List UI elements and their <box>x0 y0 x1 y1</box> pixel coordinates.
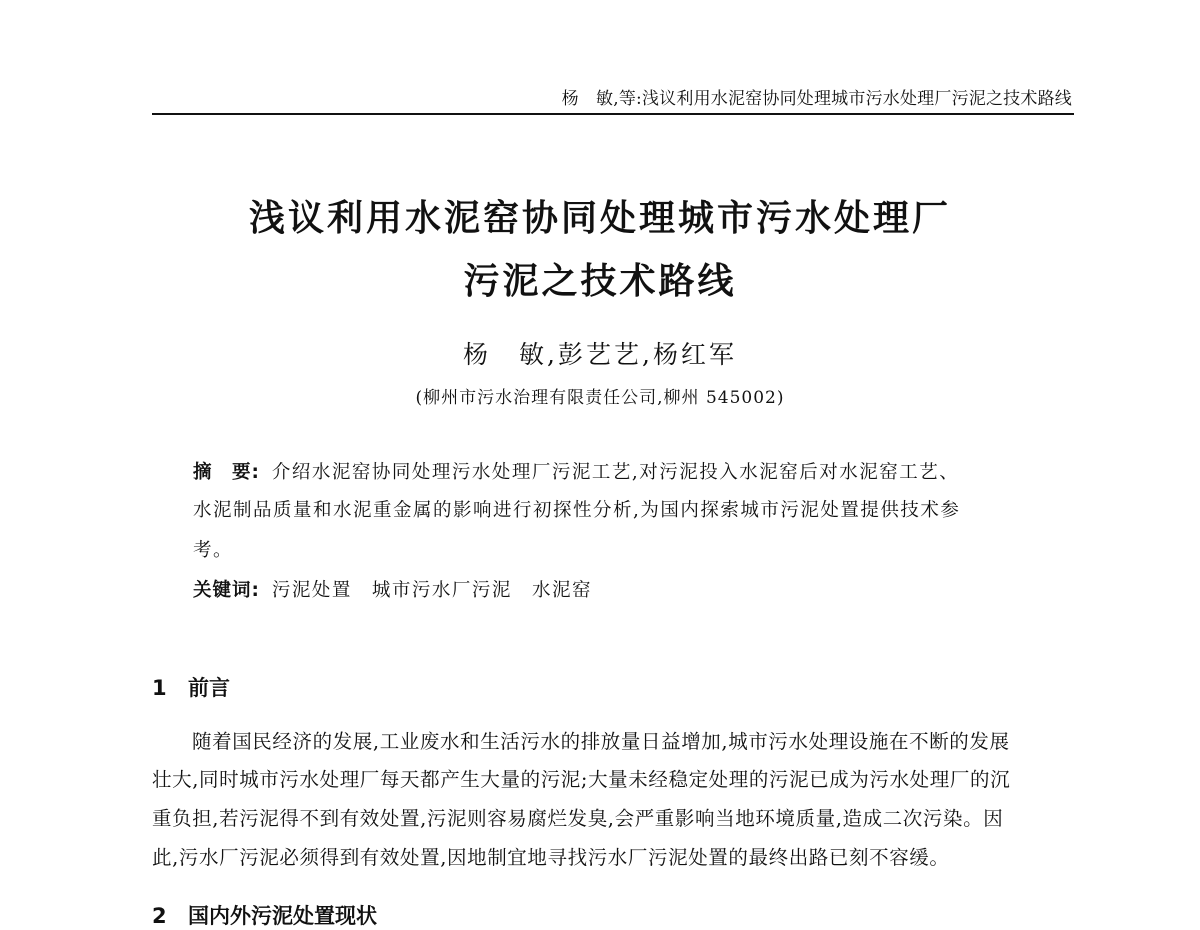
section-heading <box>152 900 377 930</box>
section-heading <box>152 672 230 702</box>
section-number: 2 <box>152 904 167 928</box>
paper-title-line-2: 污泥之技术路线 <box>463 261 737 302</box>
abstract-text: 介绍水泥窑协同处理污水处理厂污泥工艺,对污泥投入水泥窑后对水泥窑工艺、 <box>271 462 960 483</box>
running-header: 杨 敏,等:浅议利用水泥窑协同处理城市污水处理厂污泥之技术路线 <box>561 89 1072 109</box>
abstract-line: 考。 <box>193 540 234 561</box>
keyword: 城市污水厂污泥 <box>371 580 512 601</box>
body-text-line: 随着国民经济的发展,工业废水和生活污水的排放量日益增加,城市污水处理设施在不断的发展 <box>192 730 1010 753</box>
body-text-line: 重负担,若污泥得不到有效处置,污泥则容易腐烂发臭,会严重影响当地环境质量,造成二次污染。因 <box>152 807 1004 830</box>
abstract-line <box>193 458 959 484</box>
affiliation: (柳州市污水治理有限责任公司,柳州 545002) <box>415 388 785 408</box>
keyword: 污泥处置 <box>271 580 352 601</box>
body-text-line: 壮大,同时城市污水处理厂每天都产生大量的污泥;大量未经稳定处理的污泥已成为污水处理厂的沉 <box>152 768 1011 791</box>
authors: 杨 敏,彭艺艺,杨红军 <box>463 340 737 369</box>
header-rule <box>152 113 1074 115</box>
section-title: 前言 <box>188 676 230 700</box>
keywords <box>193 576 612 602</box>
keywords-label: 关键词: <box>193 580 260 601</box>
abstract-label: 摘 要: <box>193 462 260 483</box>
section-number: 1 <box>152 676 167 700</box>
keyword: 水泥窑 <box>531 580 592 601</box>
abstract-line: 水泥制品质量和水泥重金属的影响进行初探性分析,为国内探索城市污泥处置提供技术参 <box>193 500 961 521</box>
section-title: 国内外污泥处置现状 <box>188 904 377 928</box>
paper-title-line-1: 浅议利用水泥窑协同处理城市污水处理厂 <box>248 198 951 239</box>
body-text-line: 此,污水厂污泥必须得到有效处置,因地制宜地寻找污水厂污泥处置的最终出路已刻不容缓。 <box>152 846 950 869</box>
